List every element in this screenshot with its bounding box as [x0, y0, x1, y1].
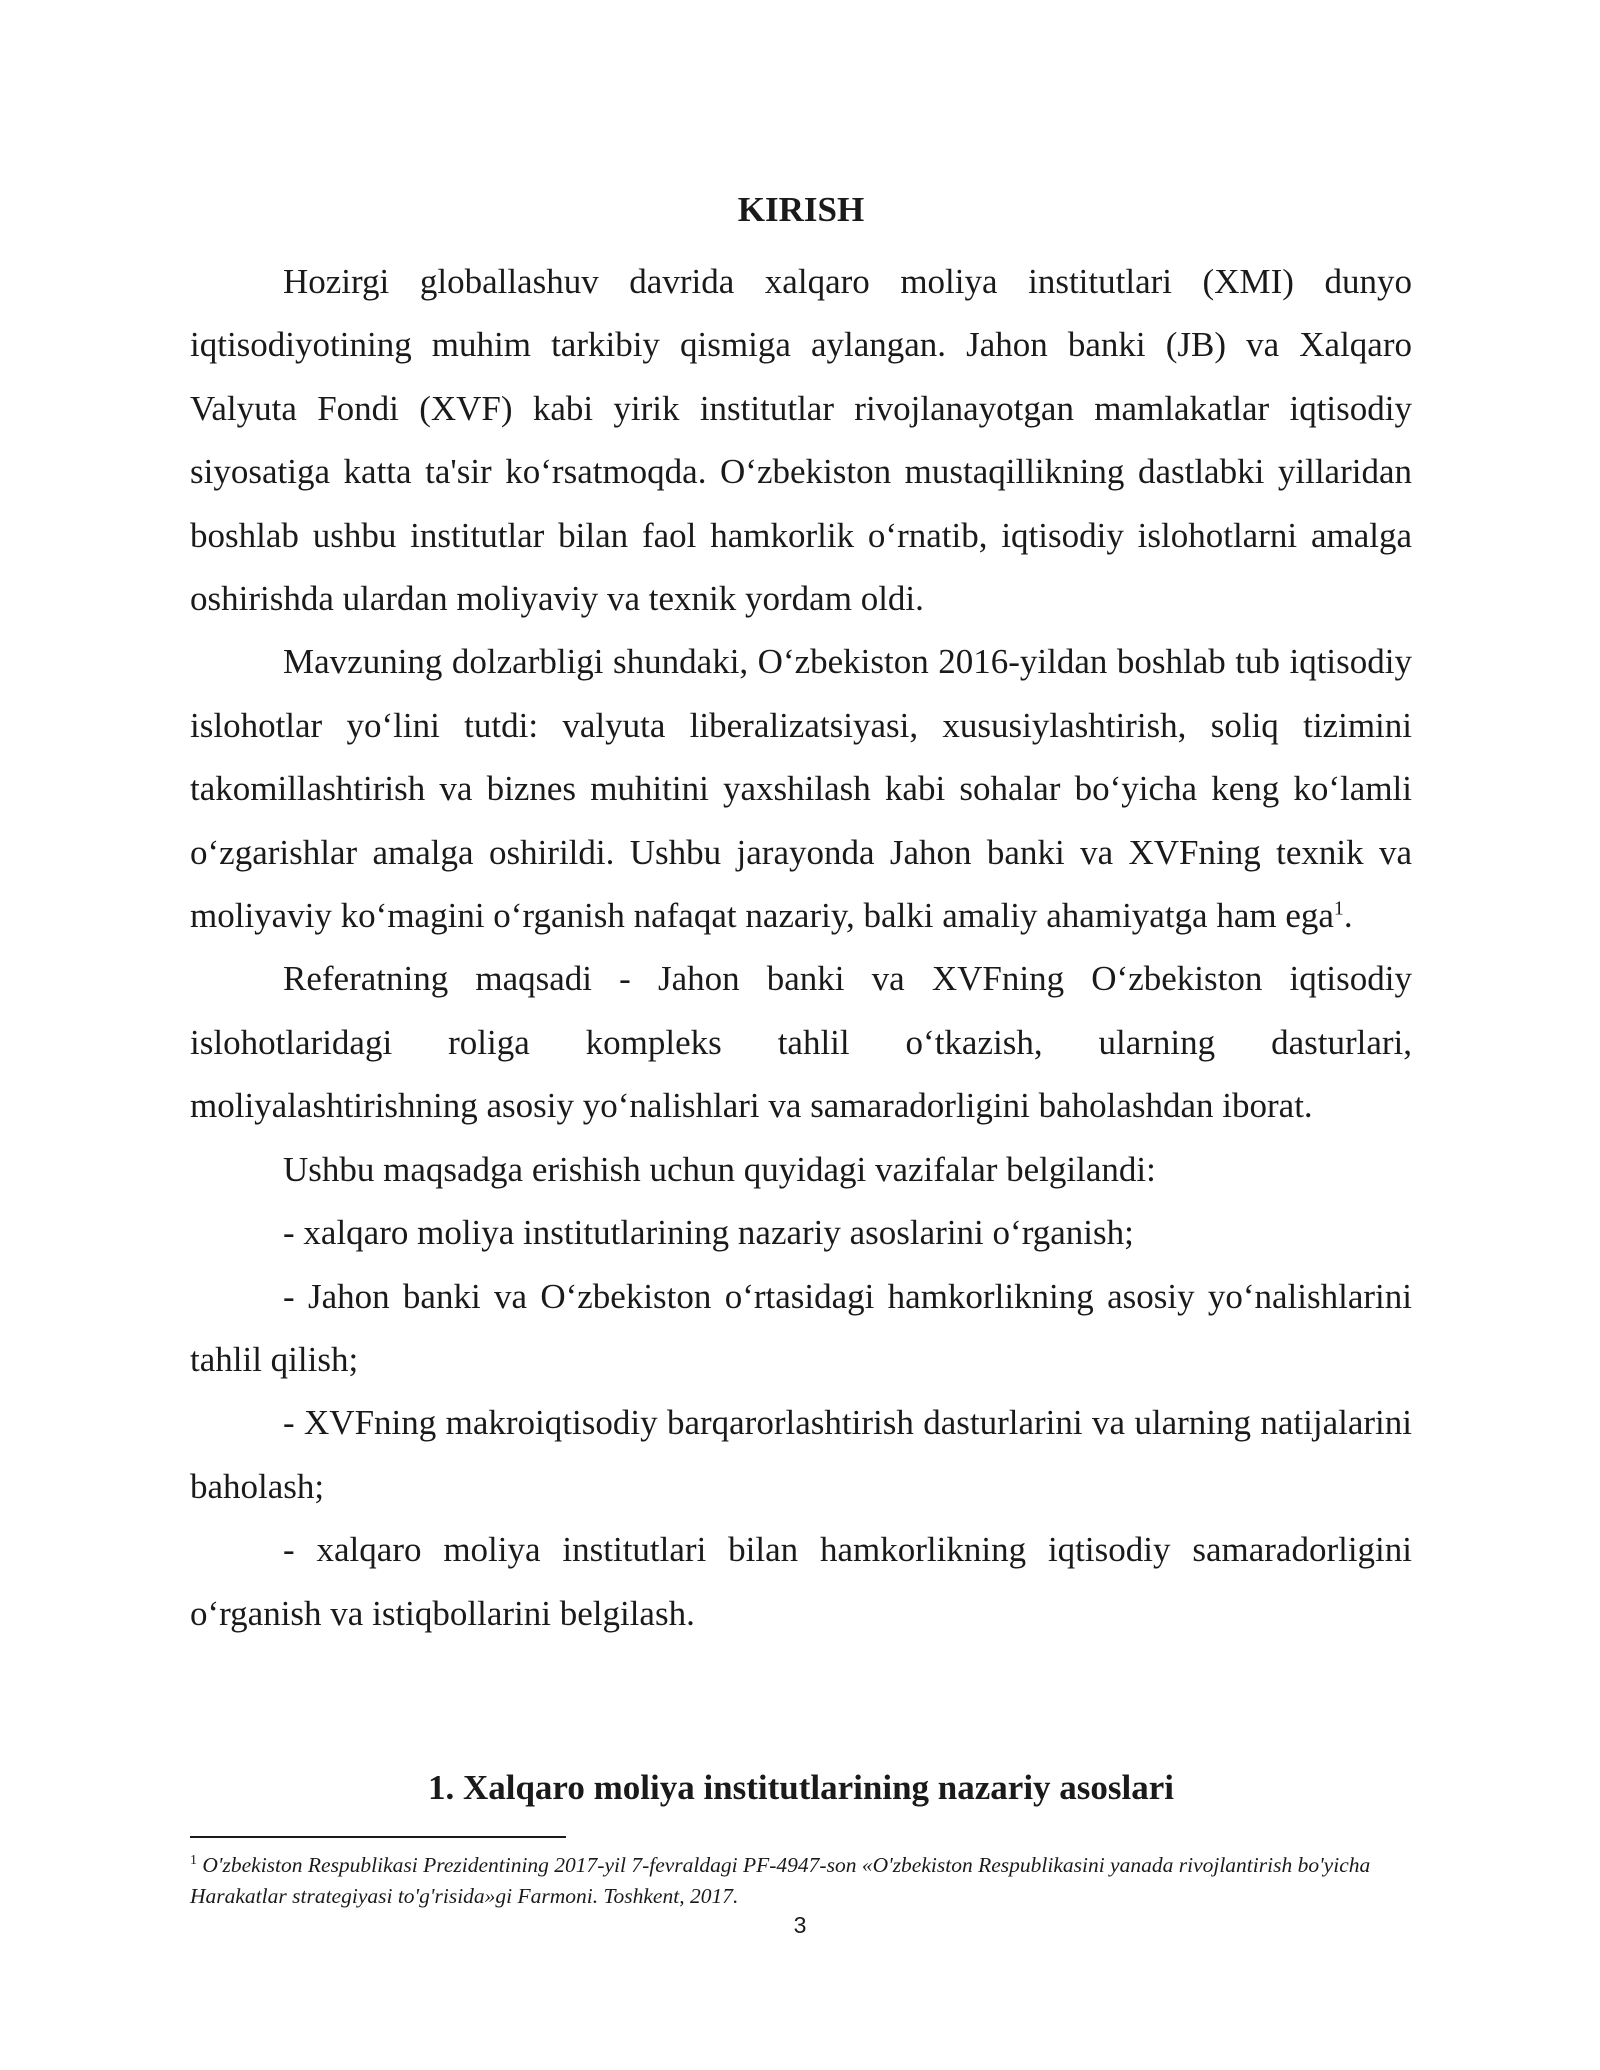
footnote-text: O'zbekiston Respublikasi Prezidentining 2017-yil 7-fevraldagi PF-4947-son «O'zbekiston Respublikasini yanada rivojlantirish bo'yicha Harakatlar strategiyasi to'g'risida»gi Farmoni. Toshkent, 2017.: [190, 1853, 1371, 1908]
intro-title: KIRISH: [737, 190, 865, 229]
paragraph: [190, 630, 1412, 947]
footnote-reference[interactable]: 1: [1333, 897, 1344, 920]
task-item: - XVFning makroiqtisodiy barqarorlashtirish dasturlarini va ularning natijalarini baholash;: [190, 1403, 1412, 1506]
paragraph-text: Mavzuning dolzarbligi shundaki, O‘zbekiston 2016-yildan boshlab tub iqtisodiy islohotlar yo‘lini tutdi: valyuta liberalizatsiyasi, xususiylashtirish, soliq tizimini takomillashtirish va biznes muhitini yaxshilash kabi sohalar bo‘yicha keng ko‘lamli o‘zgarishlar amalga oshirildi. Ushbu jarayonda Jahon banki va XVFning texnik va moliyaviy ko‘magini o‘rganish nafaqat nazariy, balki amaliy ahamiyatga ham ega: [190, 642, 1412, 936]
footnote-separator: [190, 1836, 566, 1838]
paragraph-end: .: [1343, 896, 1353, 936]
task-item: - xalqaro moliya institutlari bilan hamkorlikning iqtisodiy samaradorligini o‘rganish va istiqbollarini belgilash.: [190, 1530, 1412, 1633]
paragraph: Referatning maqsadi - Jahon banki va XVFning O‘zbekiston iqtisodiy islohotlaridagi roliga kompleks tahlil o‘tkazish, ularning dasturlari, moliyalashtirishning asosiy yo‘nalishlari va samaradorligini baholashdan iborat.: [190, 959, 1412, 1126]
paragraph: Hozirgi globallashuv davrida xalqaro moliya institutlari (XMI) dunyo iqtisodiyotining muhim tarkibiy qismiga aylangan. Jahon banki (JB) va Xalqaro Valyuta Fondi (XVF) kabi yirik institutlar rivojlanayotgan mamlakatlar iqtisodiy siyosatiga katta ta'sir ko‘rsatmoqda. O‘zbekiston mustaqillikning dastlabki yillaridan boshlab ushbu institutlar bilan faol hamkorlik o‘rnatib, iqtisodiy islohotlarni amalga oshirishda ulardan moliyaviy va texnik yordam oldi.: [190, 262, 1412, 619]
paragraph: Ushbu maqsadga erishish uchun quyidagi vazifalar belgilandi:: [283, 1149, 1156, 1189]
footnote-number: 1: [190, 1852, 197, 1868]
section-title: 1. Xalqaro moliya institutlarining nazariy asoslari: [427, 1768, 1175, 1807]
task-item: - Jahon banki va O‘zbekiston o‘rtasidagi hamkorlikning asosiy yo‘nalishlarini tahlil qilish;: [190, 1276, 1412, 1379]
task-item: - xalqaro moliya institutlarining nazariy asoslarini o‘rganish;: [283, 1213, 1134, 1253]
footnote: [190, 1850, 1412, 1912]
intro-body: [190, 250, 1412, 1645]
page-number: 3: [793, 1912, 807, 1938]
